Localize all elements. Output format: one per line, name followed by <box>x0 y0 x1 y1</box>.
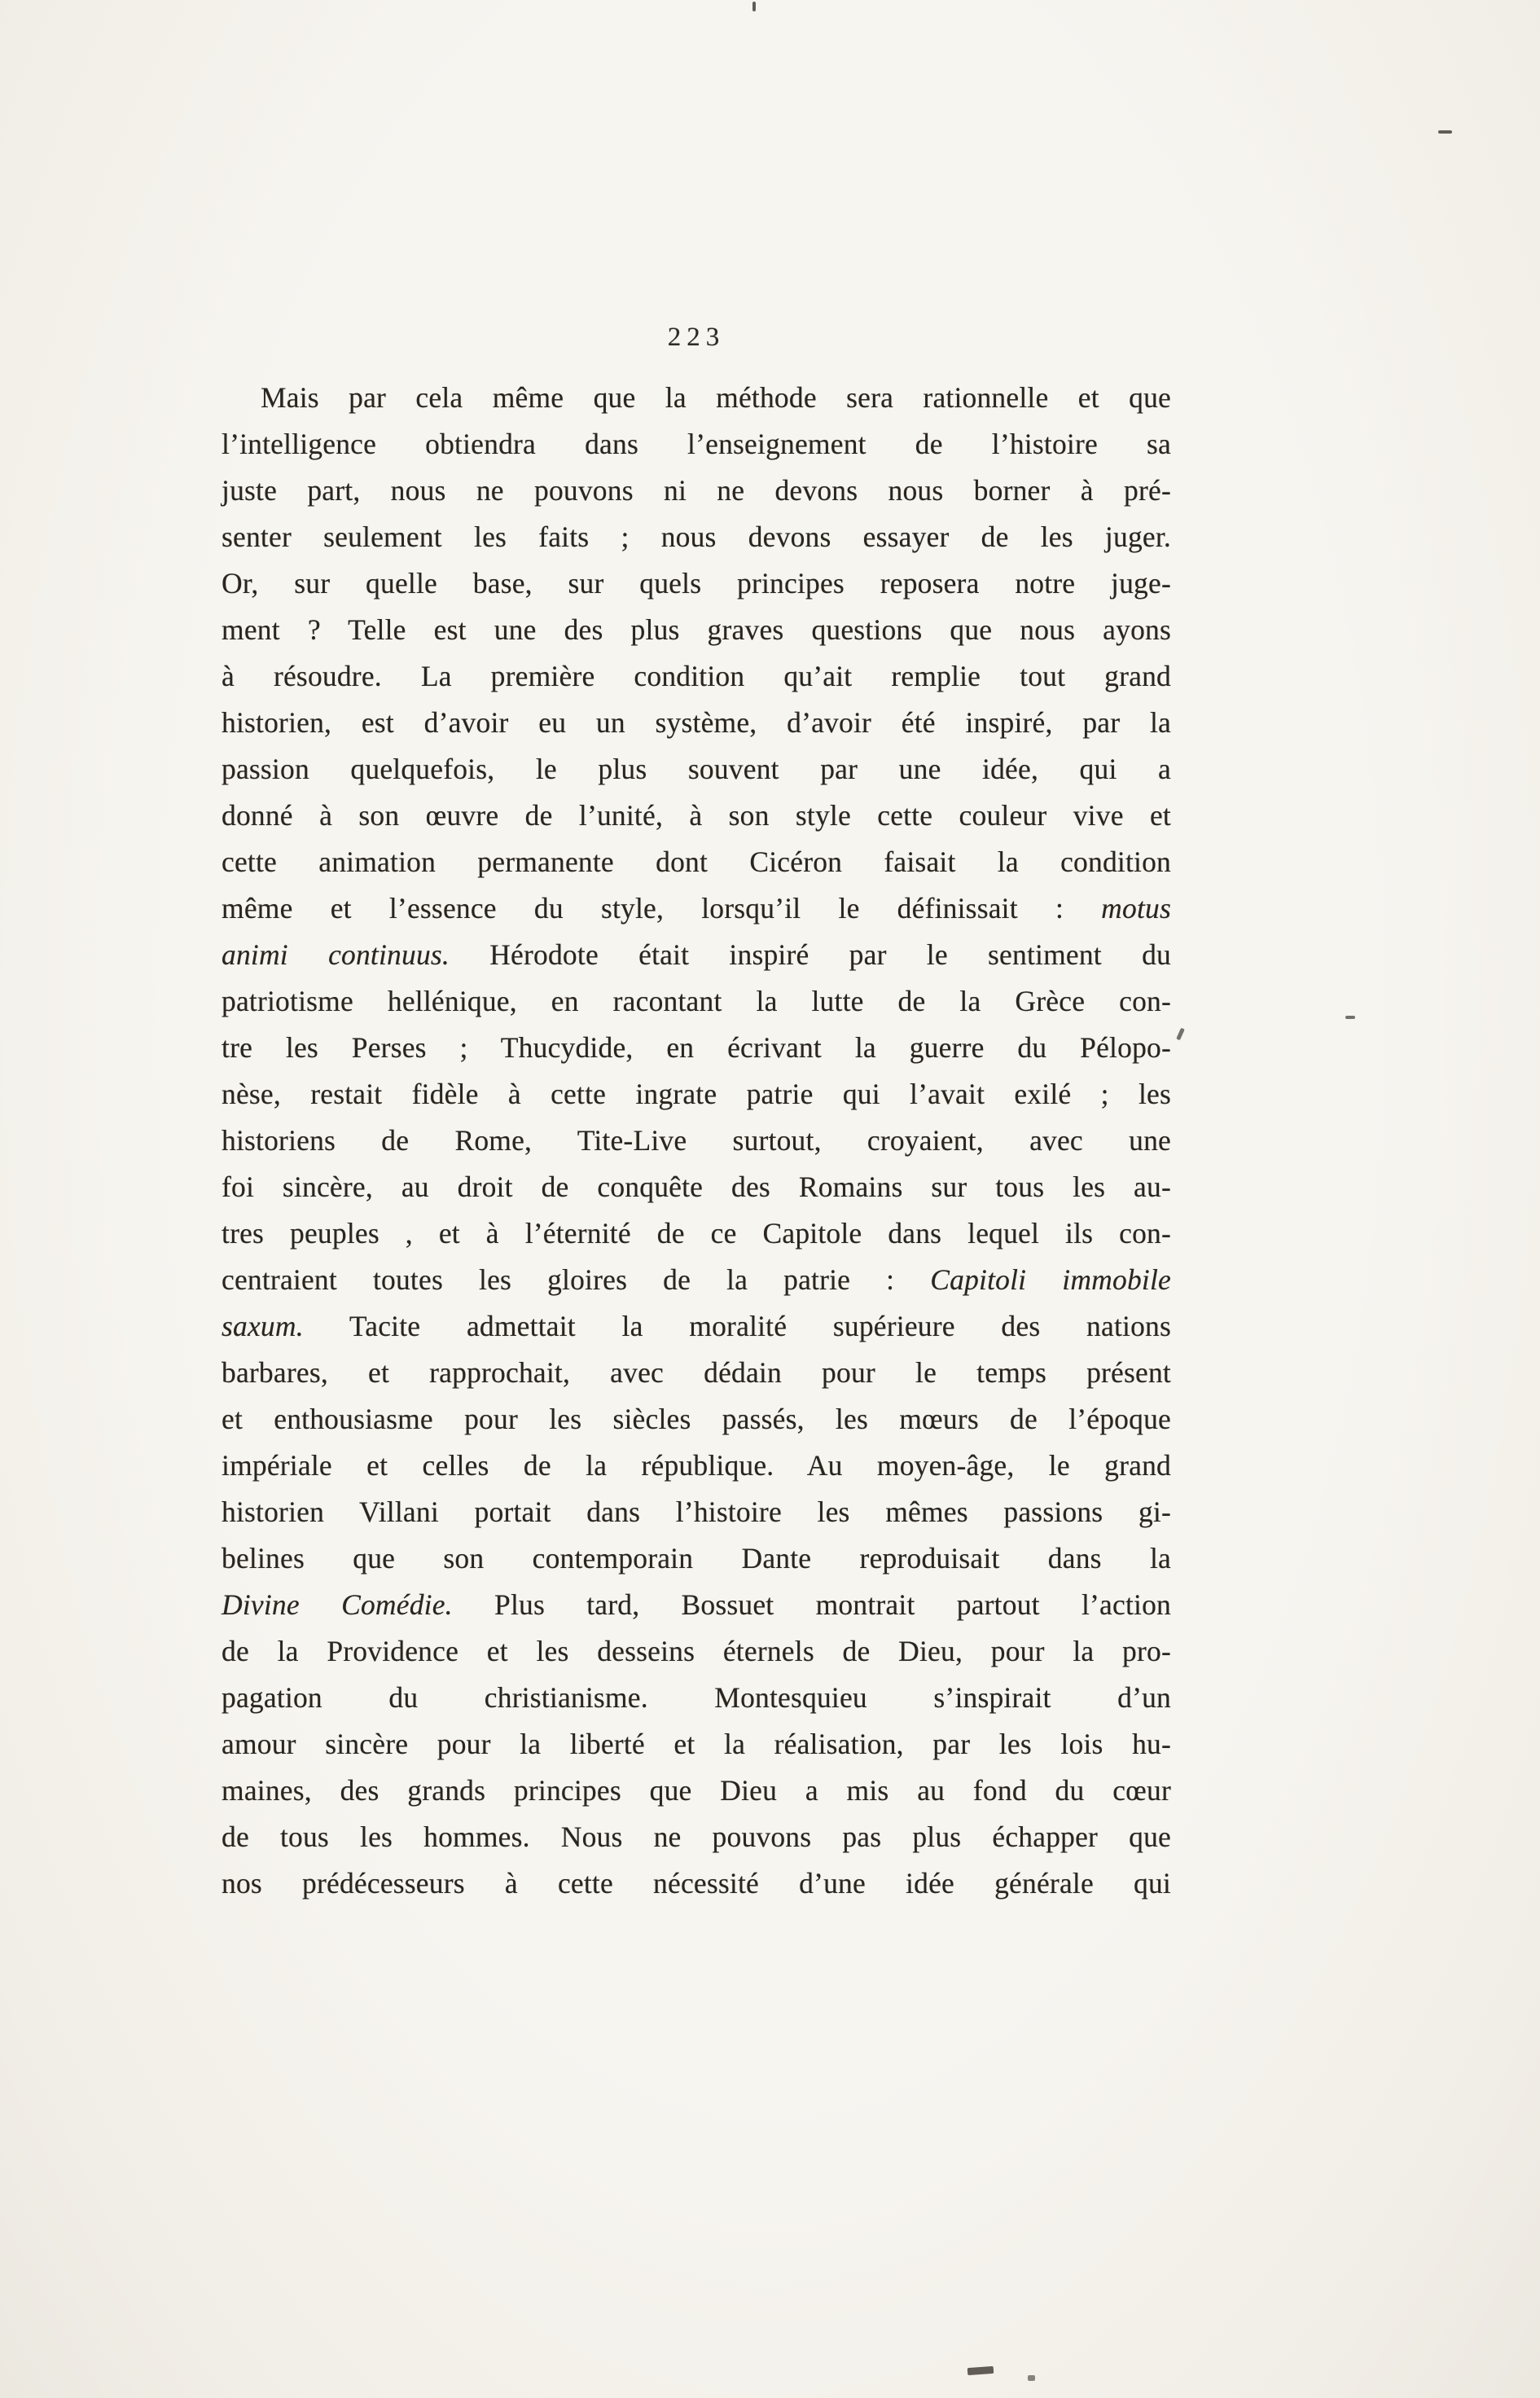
text-segment: juste part, nous ne pouvons ni ne devons nous borner à pré- <box>222 474 1171 507</box>
scan-speck <box>1176 1028 1185 1041</box>
text-segment: Plus tard, Bossuet montrait partout l’action <box>452 1588 1171 1621</box>
text-segment: senter seulement les faits ; nous devons essayer de les juger. <box>222 520 1171 553</box>
text-line <box>222 468 1171 514</box>
text-segment: à résoudre. La première condition qu’ait remplie tout grand <box>222 660 1171 692</box>
text-segment-italic: animi continuus. <box>222 938 450 971</box>
text-line <box>222 839 1171 885</box>
page-number: 223 <box>667 323 726 352</box>
text-line <box>222 932 1171 978</box>
text-segment: cette animation permanente dont Cicéron faisait la condition <box>222 845 1171 878</box>
text-line <box>222 1257 1171 1303</box>
text-segment-italic: Capitoli immobile <box>930 1263 1171 1296</box>
text-segment: tres peuples , et à l’éternité de ce Capitole dans lequel ils con- <box>222 1217 1171 1250</box>
text-line <box>222 1535 1171 1582</box>
text-segment: historien, est d’avoir eu un système, d’avoir été inspiré, par la <box>222 706 1171 739</box>
text-line <box>222 607 1171 653</box>
text-line <box>222 1118 1171 1164</box>
text-segment: nos prédécesseurs à cette nécessité d’une idée générale qui <box>222 1867 1171 1900</box>
scan-speck <box>752 2 756 11</box>
text-segment: impériale et celles de la république. Au moyen-âge, le grand <box>222 1449 1171 1482</box>
text-line <box>222 1628 1171 1675</box>
scan-speck <box>967 2366 994 2375</box>
text-segment: patriotisme hellénique, en racontant la lutte de la Grèce con- <box>222 985 1171 1017</box>
text-segment: passion quelquefois, le plus souvent par une idée, qui a <box>222 753 1171 785</box>
text-line <box>222 653 1171 700</box>
text-segment: même et l’essence du style, lorsqu’il le définissait : <box>222 892 1102 925</box>
scan-speck <box>1028 2375 1035 2381</box>
text-line <box>222 1721 1171 1768</box>
text-line <box>222 1443 1171 1489</box>
text-segment: belines que son contemporain Dante reproduisait dans la <box>222 1542 1171 1575</box>
text-line <box>222 1164 1171 1210</box>
text-line <box>222 746 1171 793</box>
text-line <box>222 421 1171 468</box>
text-line <box>222 1025 1171 1071</box>
text-line <box>222 1814 1171 1860</box>
text-segment-italic: Divine Comédie. <box>222 1588 453 1621</box>
text-line <box>222 1210 1171 1257</box>
scan-speck <box>1438 130 1452 134</box>
text-segment: centraient toutes les gloires de la patrie : <box>222 1263 931 1296</box>
text-line <box>222 1582 1171 1628</box>
text-segment: pagation du christianisme. Montesquieu s’inspirait d’un <box>222 1681 1171 1714</box>
text-segment: ment ? Telle est une des plus graves questions que nous ayons <box>222 613 1171 646</box>
text-line <box>222 1860 1171 1907</box>
text-segment: de tous les hommes. Nous ne pouvons pas plus échapper que <box>222 1820 1171 1853</box>
text-segment: Or, sur quelle base, sur quels principes reposera notre juge- <box>222 567 1171 600</box>
text-segment-italic: motus <box>1101 892 1171 925</box>
text-segment: amour sincère pour la liberté et la réalisation, par les lois hu- <box>222 1728 1171 1760</box>
text-segment: foi sincère, au droit de conquête des Romains sur tous les au- <box>222 1170 1171 1203</box>
text-line <box>222 1768 1171 1814</box>
text-line <box>222 1350 1171 1396</box>
text-line <box>222 885 1171 932</box>
text-line <box>222 1303 1171 1350</box>
text-segment-italic: saxum. <box>222 1310 304 1342</box>
text-line <box>222 700 1171 746</box>
text-line <box>222 978 1171 1025</box>
scan-speck <box>1345 1016 1355 1019</box>
text-segment: historiens de Rome, Tite-Live surtout, croyaient, avec une <box>222 1124 1171 1157</box>
text-segment: barbares, et rapprochait, avec dédain pour le temps présent <box>222 1356 1171 1389</box>
text-line <box>222 1396 1171 1443</box>
text-segment: et enthousiasme pour les siècles passés, les mœurs de l’époque <box>222 1403 1171 1435</box>
text-line <box>222 793 1171 839</box>
text-line <box>222 1489 1171 1535</box>
text-segment: nèse, restait fidèle à cette ingrate patrie qui l’avait exilé ; les <box>222 1078 1171 1110</box>
text-segment: donné à son œuvre de l’unité, à son style cette couleur vive et <box>222 799 1171 832</box>
text-line <box>222 1675 1171 1721</box>
text-segment: Tacite admettait la moralité supérieure des nations <box>303 1310 1171 1342</box>
text-line <box>222 375 1171 421</box>
text-segment: maines, des grands principes que Dieu a mis au fond du cœur <box>222 1774 1171 1807</box>
text-segment: de la Providence et les desseins éternels de Dieu, pour la pro- <box>222 1635 1171 1667</box>
text-segment: Hérodote était inspiré par le sentiment du <box>450 938 1171 971</box>
text-line <box>222 514 1171 560</box>
text-segment: l’intelligence obtiendra dans l’enseignement de l’histoire sa <box>222 428 1171 460</box>
text-segment: Mais par cela même que la méthode sera rationnelle et que <box>261 381 1171 414</box>
text-line <box>222 560 1171 607</box>
page-text <box>222 375 1171 1907</box>
text-segment: historien Villani portait dans l’histoire les mêmes passions gi- <box>222 1495 1171 1528</box>
text-segment: tre les Perses ; Thucydide, en écrivant la guerre du Pélopo- <box>222 1031 1171 1064</box>
text-line <box>222 1071 1171 1118</box>
